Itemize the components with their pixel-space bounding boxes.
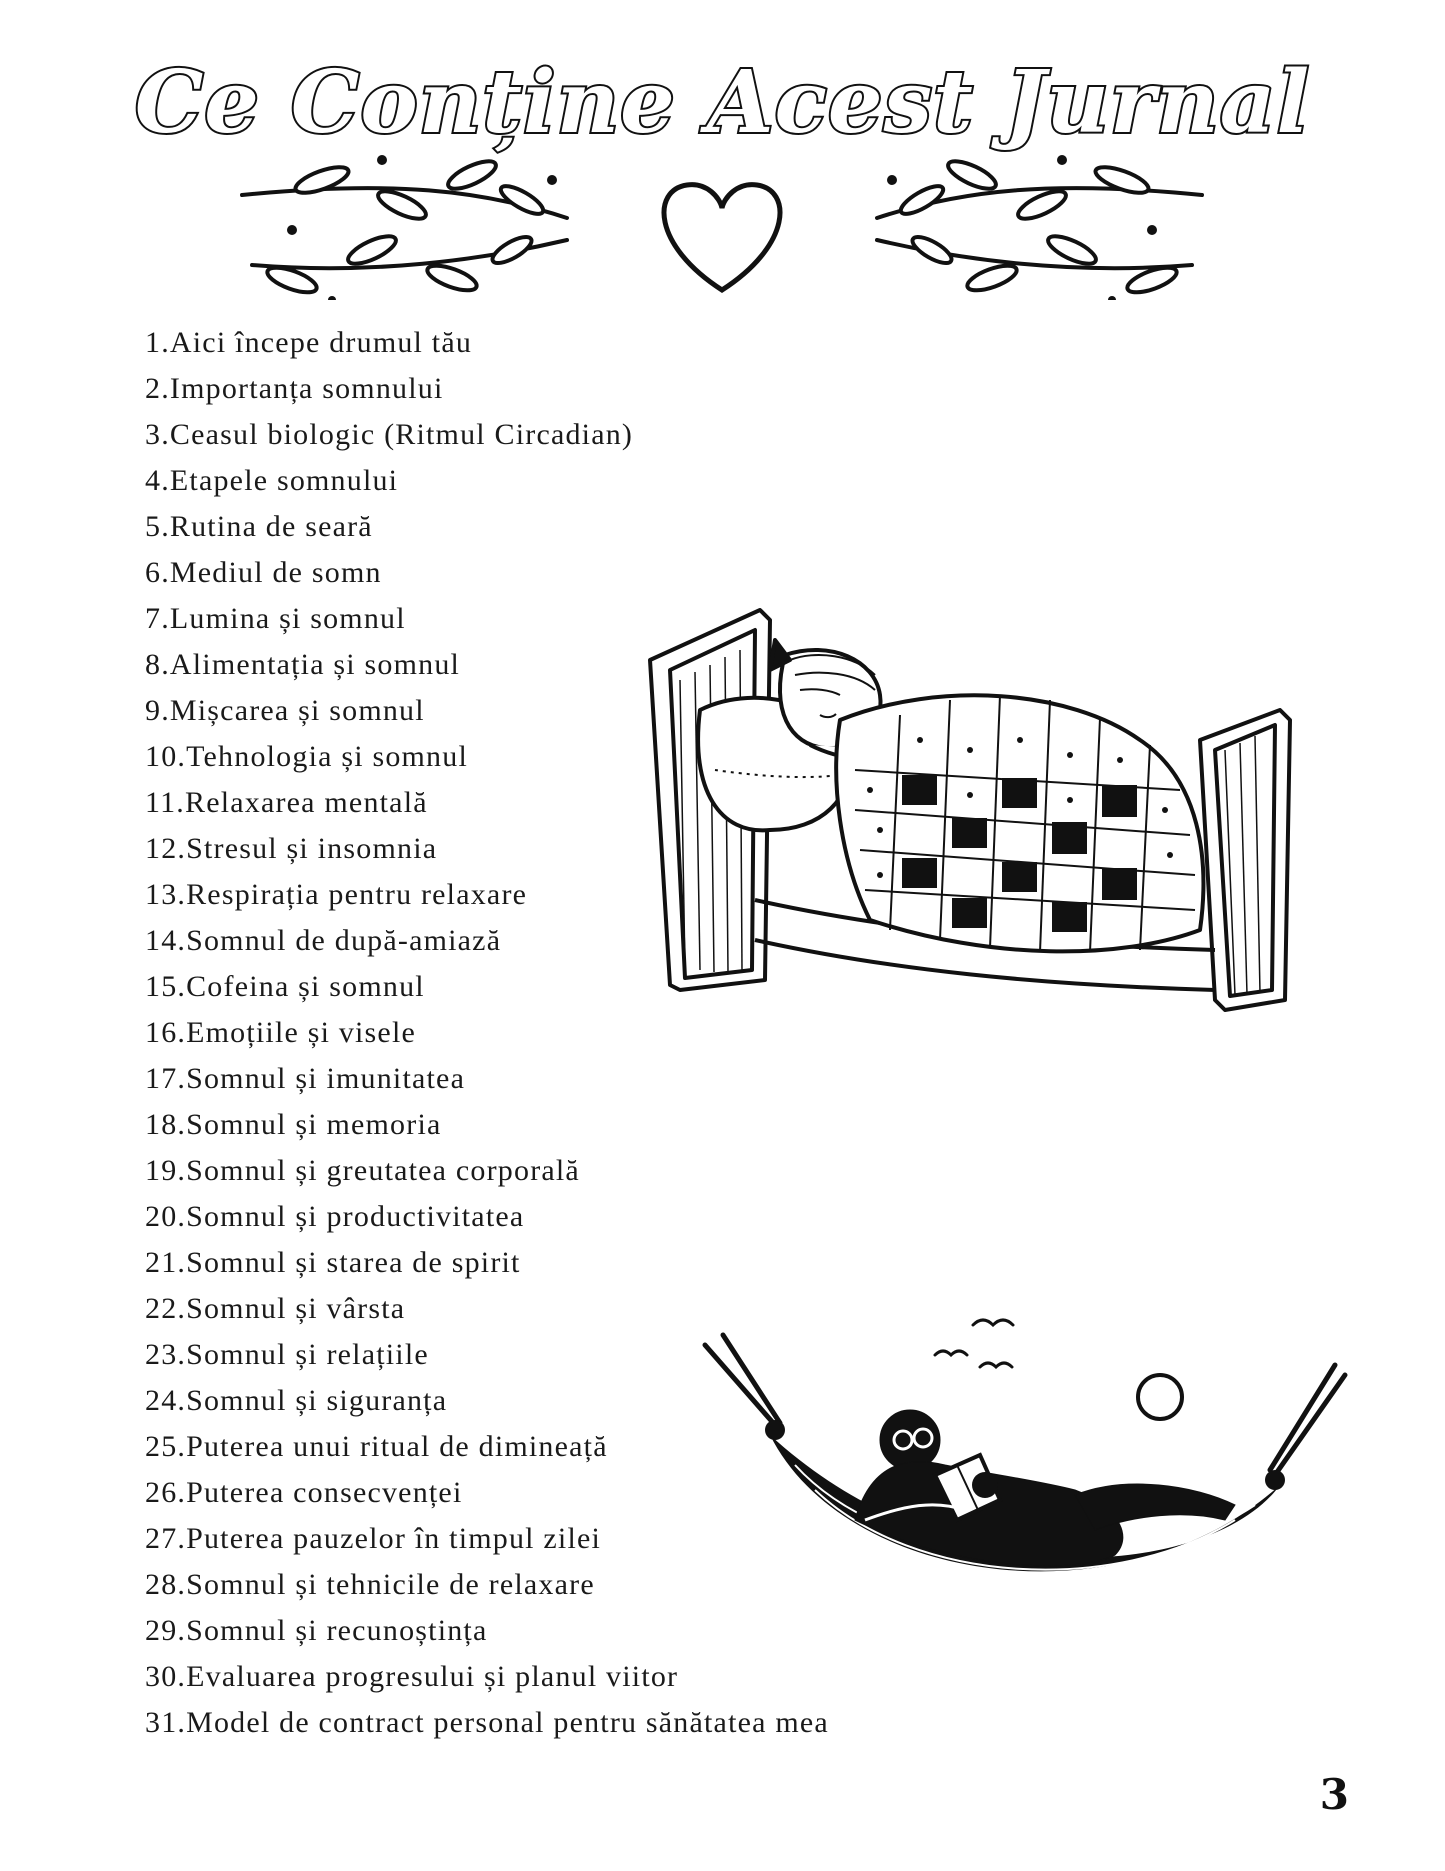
toc-item: 9.Mișcarea și somnul [145, 694, 425, 727]
toc-item: 5.Rutina de seară [145, 510, 373, 543]
toc-item: 21.Somnul și starea de spirit [145, 1246, 521, 1279]
toc-item: 19.Somnul și greutatea corporală [145, 1154, 580, 1187]
toc-item: 1.Aici începe drumul tău [145, 326, 473, 359]
toc-item: 20.Somnul și productivitatea [145, 1200, 525, 1233]
toc-item: 16.Emoțiile și visele [145, 1016, 417, 1049]
toc-item: 18.Somnul și memoria [145, 1108, 442, 1141]
toc-item: 2.Importanța somnului [145, 372, 444, 405]
laurel-heart-icon [232, 150, 1212, 300]
toc-item: 22.Somnul și vârsta [145, 1292, 406, 1325]
toc-item: 31.Model de contract personal pentru sănătatea mea [145, 1706, 829, 1739]
toc-item: 28.Somnul și tehnicile de relaxare [145, 1568, 595, 1601]
page-title: Ce Conține Acest Jurnal [134, 52, 1311, 153]
page-number: 3 [1319, 1770, 1349, 1819]
toc-item: 10.Tehnologia și somnul [145, 740, 468, 773]
toc-item: 6.Mediul de somn [145, 556, 382, 589]
toc-item: 24.Somnul și siguranța [145, 1384, 448, 1417]
toc-item: 29.Somnul și recunoștința [145, 1614, 488, 1647]
toc-item: 30.Evaluarea progresului și planul viitor [145, 1660, 679, 1693]
toc-item: 3.Ceasul biologic (Ritmul Circadian) [145, 418, 634, 451]
toc-item: 11.Relaxarea mentală [145, 786, 428, 819]
toc-item: 17.Somnul și imunitatea [145, 1062, 466, 1095]
toc-item: 25.Puterea unui ritual de dimineață [145, 1430, 608, 1463]
toc-item: 27.Puterea pauzelor în timpul zilei [145, 1522, 602, 1555]
toc-item: 14.Somnul de după-amiază [145, 924, 502, 957]
toc-item: 26.Puterea consecvenței [145, 1476, 463, 1509]
toc-item: 8.Alimentația și somnul [145, 648, 461, 681]
title-wrapper [0, 52, 1445, 153]
toc-item: 23.Somnul și relațiile [145, 1338, 429, 1371]
toc-item: 4.Etapele somnului [145, 464, 399, 497]
toc-item: 12.Stresul și insomnia [145, 832, 438, 865]
hammock-reader-icon [695, 1305, 1355, 1635]
toc-item: 7.Lumina și somnul [145, 602, 406, 635]
toc-item: 13.Respirația pentru relaxare [145, 878, 528, 911]
toc-item: 15.Cofeina și somnul [145, 970, 425, 1003]
sleeping-girl-bed-icon [640, 600, 1300, 1020]
